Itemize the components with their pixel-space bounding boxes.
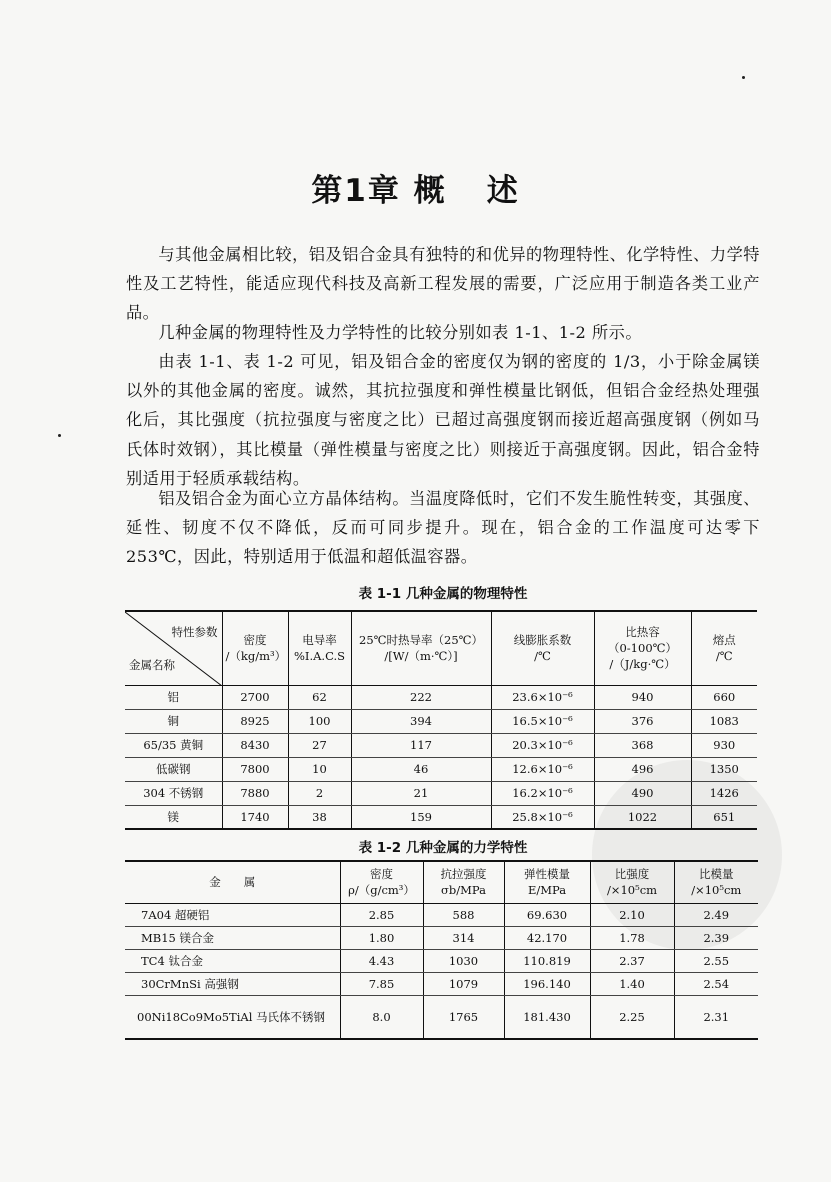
chapter-title: 第1章 概 述: [311, 173, 520, 209]
cell: 2.49: [674, 903, 758, 926]
table-row: [125, 926, 758, 949]
table-row: [125, 733, 757, 757]
cell: 2.37: [590, 949, 674, 972]
column-header: 比模量 /×10⁵cm: [674, 861, 758, 903]
column-header: 熔点 /℃: [691, 611, 757, 685]
column-header: 弹性模量 E/MPa: [504, 861, 590, 903]
cell: 588: [423, 903, 504, 926]
cell: 7880: [222, 781, 288, 805]
table-row: [125, 757, 757, 781]
cell: 651: [713, 809, 736, 824]
mechanical-properties-table: [125, 860, 758, 1040]
cell: MB15 镁合金: [125, 926, 340, 949]
cell: 304 不锈钢: [125, 781, 222, 805]
cell: TC4 钛合金: [125, 949, 340, 972]
cell: 25.8×10⁻⁶: [491, 805, 594, 829]
cell: 镁: [125, 805, 222, 829]
cell: 1.78: [590, 926, 674, 949]
cell: 铝: [125, 685, 222, 709]
cell: 930: [691, 733, 757, 757]
table-row: [125, 949, 758, 972]
cell: 1350: [691, 757, 757, 781]
cell: 1.40: [590, 972, 674, 995]
cell: 314: [423, 926, 504, 949]
cell: 110.819: [504, 949, 590, 972]
cell: 30CrMnSi 高强钢: [125, 972, 340, 995]
cell: 2700: [222, 685, 288, 709]
cell: 42.170: [504, 926, 590, 949]
column-header: 电导率 %I.A.C.S: [288, 611, 351, 685]
cell: 368: [594, 733, 691, 757]
cell: 23.6×10⁻⁶: [491, 685, 594, 709]
cell: 铜: [125, 709, 222, 733]
paragraph-2: 几种金属的物理特性及力学特性的比较分别如表 1-1、1-2 所示。: [158, 323, 643, 342]
table-row: [125, 685, 757, 709]
table-header-row: [125, 611, 757, 685]
cell: 496: [594, 757, 691, 781]
column-header: 线膨胀系数 /℃: [491, 611, 594, 685]
cell: 100: [288, 709, 351, 733]
table-row: [125, 995, 758, 1039]
cell: 69.630: [504, 903, 590, 926]
table-row: [125, 805, 757, 829]
cell: 8925: [222, 709, 288, 733]
cell: 7.85: [340, 972, 423, 995]
cell: 1022: [594, 805, 691, 829]
paragraph-1: 与其他金属相比较，铝及铝合金具有独特的和优异的物理特性、化学特性、力学特性及工艺特性，能适应现代科技及高新工程发展的需要，广泛应用于制造各类工业产品。: [126, 245, 760, 323]
cell: 940: [594, 685, 691, 709]
cell: 2.85: [340, 903, 423, 926]
table-row: [125, 972, 758, 995]
cell: 21: [351, 781, 491, 805]
cell: 1083: [691, 709, 757, 733]
paragraph-3: 由表 1-1、表 1-2 可见，铝及铝合金的密度仅为钢的密度的 1/3，小于除金属镁以外的其他金属的密度。诚然，其抗拉强度和弹性模量比钢低，但铝合金经热处理强化后，其比强度（抗拉强度与密度之比）已超过高强度钢而接近超高强度钢（例如马氏体时效钢），其比模量（弹性模量与密度之比）则接近于高强度钢。因此，铝合金特别适用于轻质承载结构。: [126, 352, 760, 488]
corner-top-label: 特性参数: [171, 625, 218, 639]
cell: 181.430: [504, 995, 590, 1039]
table-row: [125, 709, 757, 733]
cell: 8430: [222, 733, 288, 757]
table-header-row: [125, 861, 758, 903]
cell: 2.25: [590, 995, 674, 1039]
cell: 00Ni18Co9Mo5TiAl 马氏体不锈钢: [125, 995, 340, 1039]
cell: 20.3×10⁻⁶: [491, 733, 594, 757]
cell: 1030: [423, 949, 504, 972]
cell: 低碳钢: [125, 757, 222, 781]
column-header: 密度 ρ/（g/cm³）: [340, 861, 423, 903]
cell: 2.10: [590, 903, 674, 926]
scan-speck: [742, 76, 745, 79]
cell: 376: [594, 709, 691, 733]
cell: 65/35 黄铜: [125, 733, 222, 757]
cell: 222: [351, 685, 491, 709]
column-header: 金 属: [125, 861, 340, 903]
cell: 1079: [423, 972, 504, 995]
cell: 2: [288, 781, 351, 805]
cell: 10: [288, 757, 351, 781]
cell: 7A04 超硬铝: [125, 903, 340, 926]
cell: 117: [351, 733, 491, 757]
table-corner-header: [125, 611, 222, 685]
cell: 2.39: [674, 926, 758, 949]
cell: 4.43: [340, 949, 423, 972]
cell: 660: [691, 685, 757, 709]
physical-properties-table: [125, 610, 757, 830]
cell: 46: [351, 757, 491, 781]
cell: 2.54: [674, 972, 758, 995]
corner-bottom-label: 金属名称: [129, 657, 175, 672]
cell: 7800: [222, 757, 288, 781]
cell: 196.140: [504, 972, 590, 995]
column-header: 比强度 /×10⁵cm: [590, 861, 674, 903]
cell: 1765: [423, 995, 504, 1039]
cell: 8.0: [340, 995, 423, 1039]
cell: 16.2×10⁻⁶: [491, 781, 594, 805]
table-row: [125, 903, 758, 926]
cell: 1.80: [340, 926, 423, 949]
cell: 1426: [691, 781, 757, 805]
cell: 490: [594, 781, 691, 805]
paragraph-4: 铝及铝合金为面心立方晶体结构。当温度降低时，它们不发生脆性转变，其强度、延性、韧度不仅不降低，反而可同步提升。现在，铝合金的工作温度可达零下 253℃，因此，特别适用于低温和超低温容器。: [126, 489, 760, 567]
column-header: 比热容 （0-100℃） /（J/kg·℃）: [594, 611, 691, 685]
cell: 2.55: [674, 949, 758, 972]
scan-speck: [58, 434, 61, 437]
cell: 1740: [222, 805, 288, 829]
table-row: [125, 781, 757, 805]
cell: 38: [288, 805, 351, 829]
cell: 16.5×10⁻⁶: [491, 709, 594, 733]
table-1-caption: 表 1-1 几种金属的物理特性: [358, 586, 528, 602]
column-header: 密度 /（kg/m³）: [222, 611, 288, 685]
column-header: 25℃时热导率（25℃） /[W/（m·℃）]: [351, 611, 491, 685]
cell: 27: [288, 733, 351, 757]
column-header: 抗拉强度 σb/MPa: [423, 861, 504, 903]
cell: 62: [288, 685, 351, 709]
cell: 159: [351, 805, 491, 829]
cell: 2.31: [703, 1009, 730, 1024]
cell: 12.6×10⁻⁶: [491, 757, 594, 781]
table-2-caption: 表 1-2 几种金属的力学特性: [358, 840, 528, 856]
cell: 394: [351, 709, 491, 733]
